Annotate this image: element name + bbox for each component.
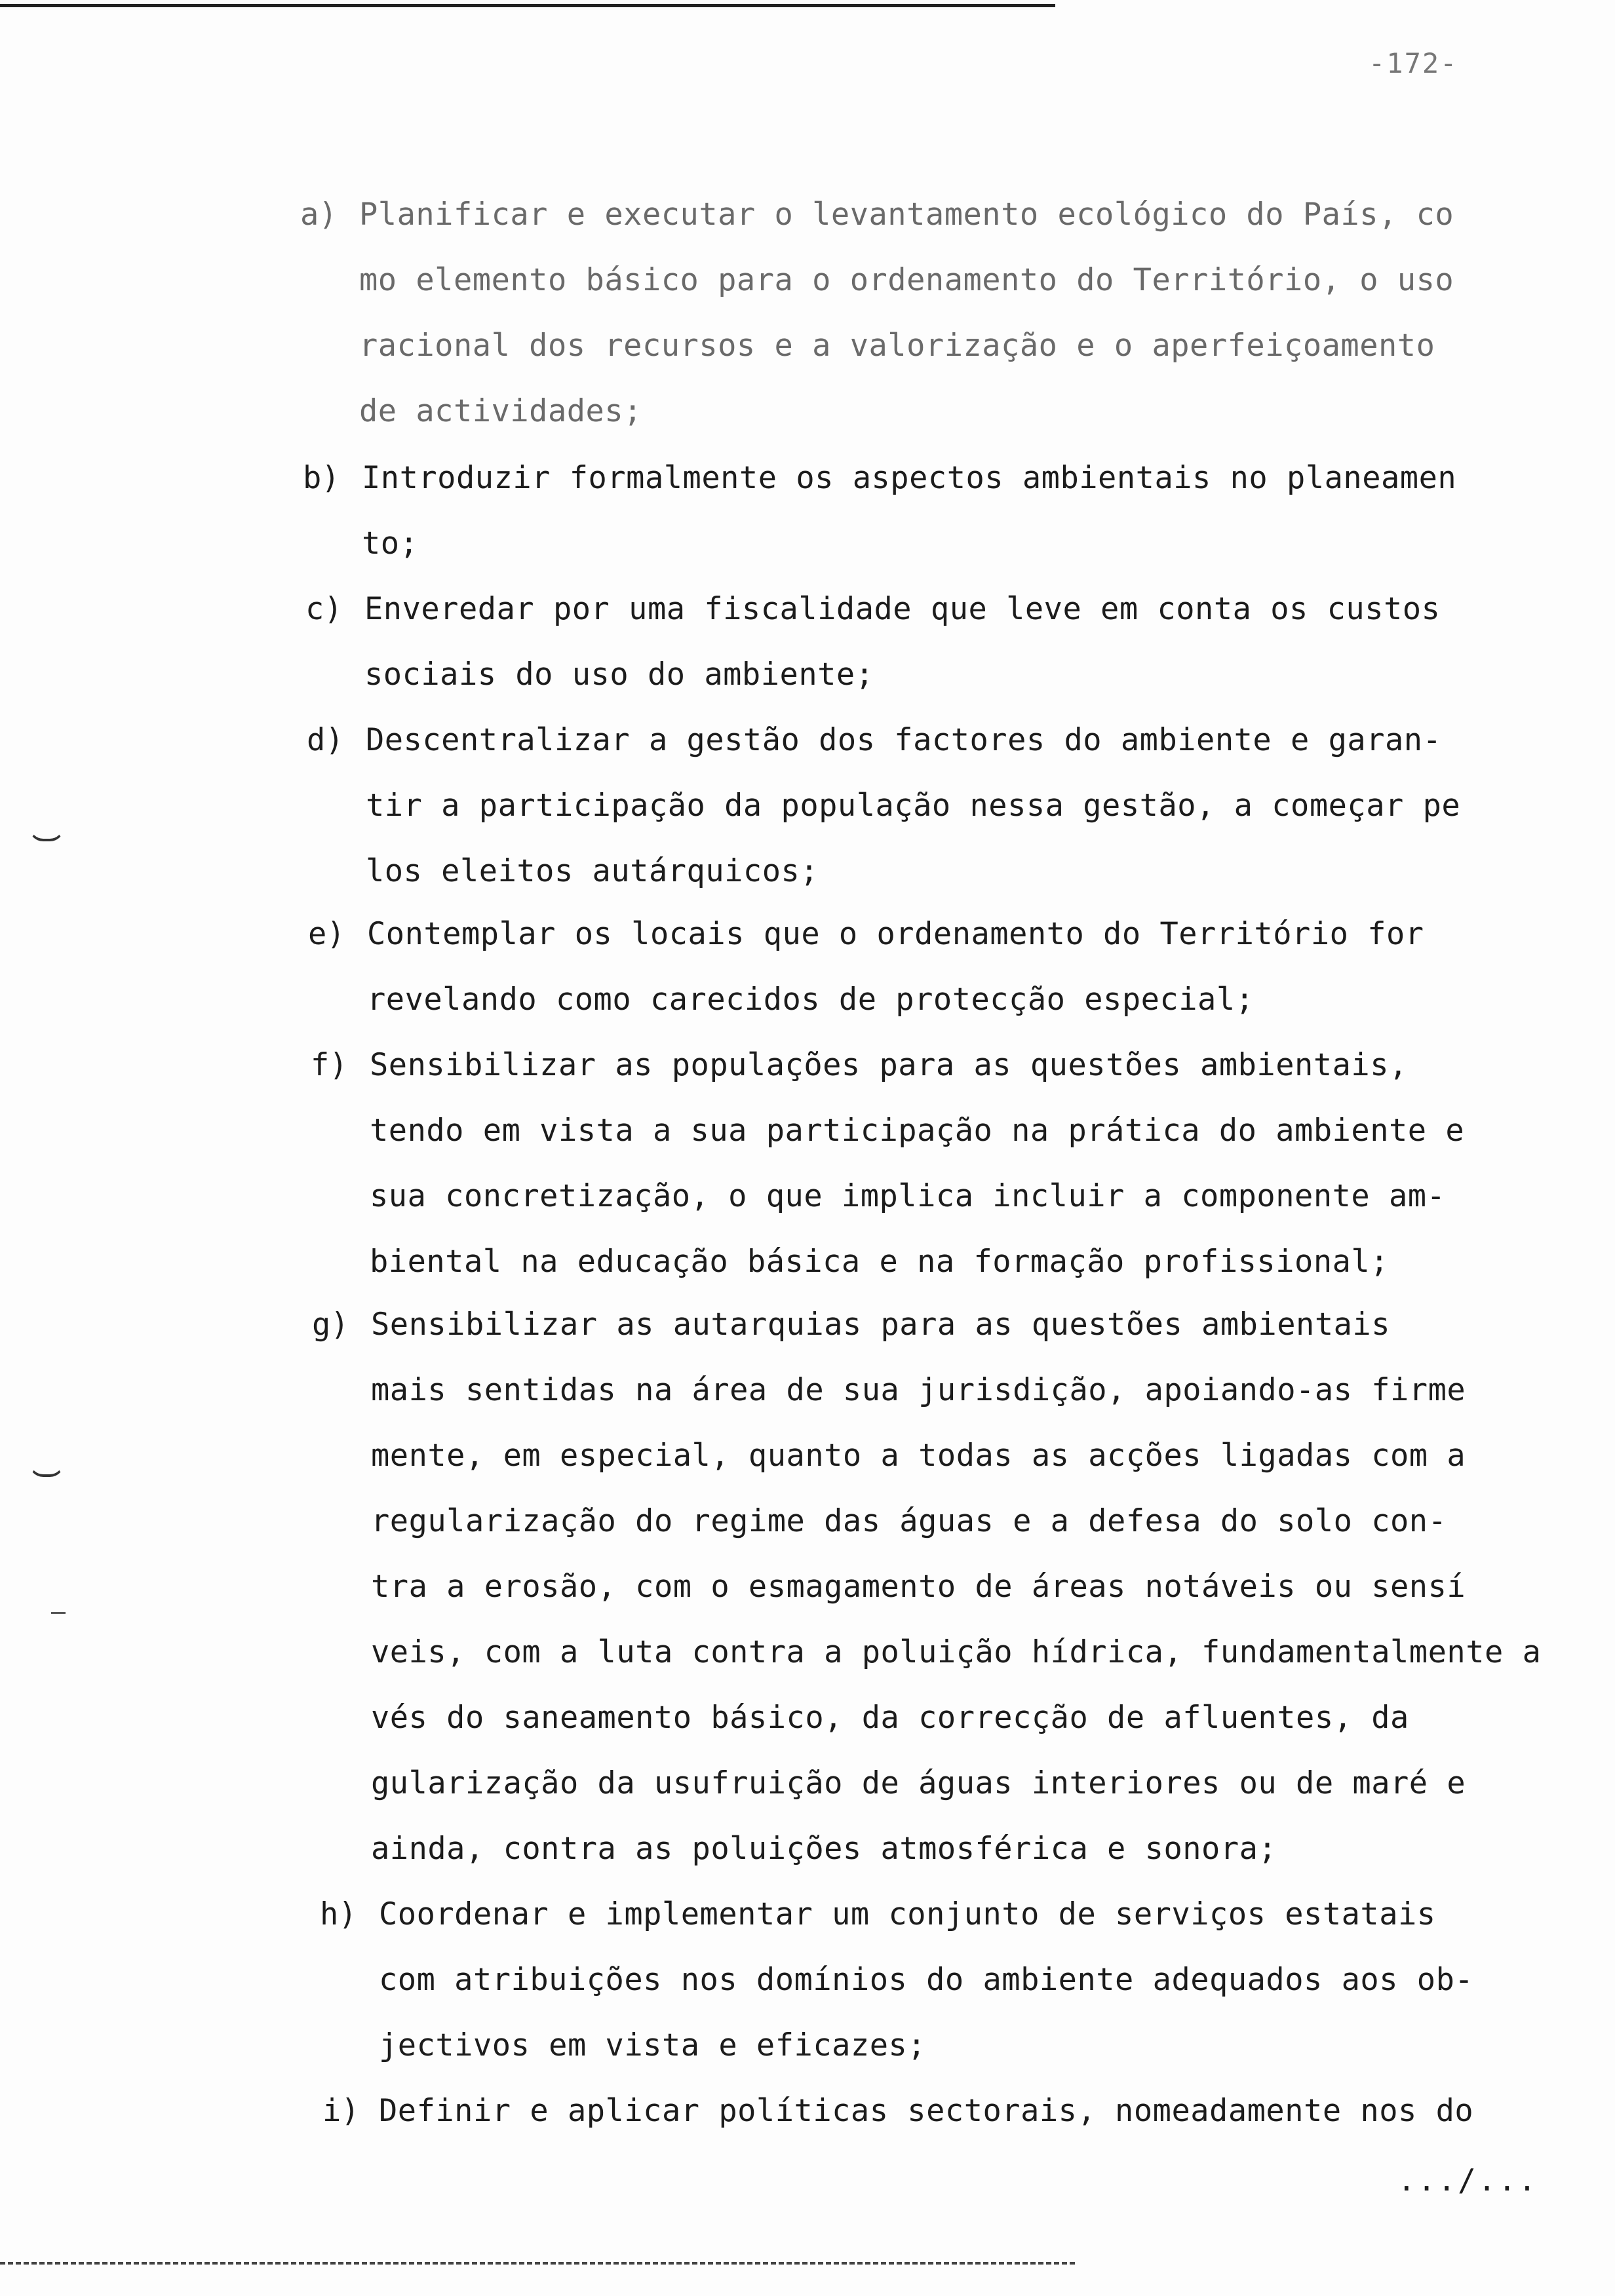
bottom-rule xyxy=(0,2262,1075,2265)
item-marker: d) xyxy=(307,722,344,758)
item-text: Descentralizar a gestão dos factores do ambiente e garan- tir a participação da população nessa gestão, a começar pe los eleitos autárquicos; xyxy=(366,722,1461,889)
item-marker: g) xyxy=(312,1307,349,1343)
item-text: Definir e aplicar políticas sectorais, nomeadamente nos do xyxy=(379,2093,1474,2129)
margin-dash-mark xyxy=(51,1612,66,1614)
item-text: Enveredar por uma fiscalidade que leve em conta os custos sociais do uso do ambiente; xyxy=(364,591,1441,693)
item-text: Coordenar e implementar um conjunto de serviços estatais com atribuições nos domínios do ambiente adequados aos ob- jectivos em vista e eficazes; xyxy=(379,1896,1474,2063)
item-marker: b) xyxy=(303,460,340,496)
item-text: Sensibilizar as autarquias para as questões ambientais mais sentidas na área de sua jurisdição, apoiando-as firme mente, em especial, quanto a todas as acções ligadas com a regularização do regime das águas e a defesa do solo con- tra a erosão, com o esmagamento de áreas notáveis ou sensí veis, com a luta contra a poluição hídrica, fundamentalmente a vés do saneamento básico, da correcção de afluentes, da gularização da usufruição de águas interiores ou de maré e ainda, contra as poluições atmosférica e sonora; xyxy=(371,1307,1542,1867)
page-number: -172- xyxy=(1369,47,1458,79)
item-marker: e) xyxy=(308,916,345,952)
continuation-mark: .../... xyxy=(1397,2162,1538,2198)
item-marker: i) xyxy=(322,2093,360,2129)
item-text: Planificar e executar o levantamento ecológico do País, co mo elemento básico para o ordenamento do Território, o uso racional dos recursos e a valorização e o aperfeiçoamento de actividades; xyxy=(359,197,1454,429)
item-marker: c) xyxy=(305,591,343,627)
item-text: Sensibilizar as populações para as questões ambientais, tendo em vista a sua participação na prática do ambiente e sua concretização, o que implica incluir a componente am- biental na educação básica e na formação profissional; xyxy=(370,1047,1465,1280)
item-marker: f) xyxy=(311,1047,348,1083)
item-marker: h) xyxy=(320,1896,357,1932)
item-text: Contemplar os locais que o ordenamento do Território for revelando como carecidos de protecção especial; xyxy=(367,916,1424,1018)
item-text: Introduzir formalmente os aspectos ambientais no planeamen to; xyxy=(362,460,1457,562)
item-marker: a) xyxy=(300,197,338,233)
